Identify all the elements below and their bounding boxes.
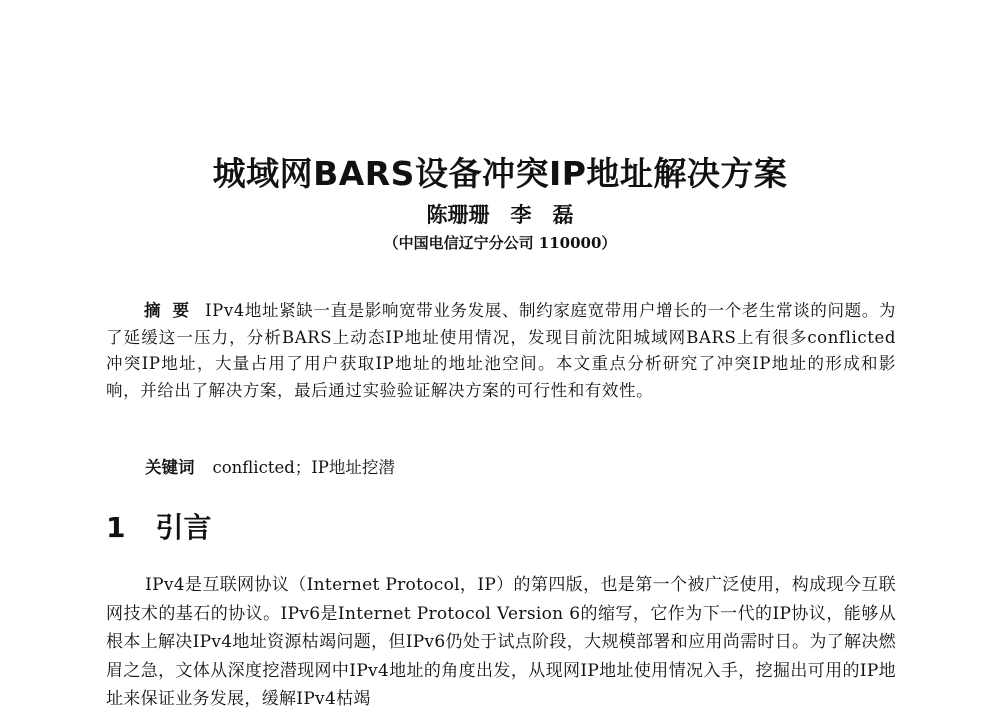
section-number: 1 (106, 511, 126, 544)
section-title: 引言 (155, 511, 212, 544)
keywords (145, 454, 395, 478)
abstract (106, 298, 896, 404)
paper-authors: 陈珊珊 李 磊 (426, 203, 574, 227)
section-heading (106, 506, 212, 546)
keywords-label: 关键词 (145, 458, 195, 477)
paper-affiliation: （中国电信辽宁分公司 110000） (383, 234, 617, 252)
paper-title: 城域网BARS设备冲突IP地址解决方案 (212, 154, 788, 193)
abstract-text: IPv4地址紧缺一直是影响宽带业务发展、制约家庭宽带用户增长的一个老生常谈的问题。为了延缓这一压力，分析BARS上动态IP地址使用情况，发现目前沈阳城域网BARS上有很多conflicted 冲突IP地址，大量占用了用户获取IP地址的地址池空间。本文重点分析研究了冲突IP地址的形成和影响，并给出了解决方案，最后通过实验验证解决方案的可行性和有效性。 (106, 301, 897, 400)
intro-paragraph: IPv4是互联网协议（Internet Protocol，IP）的第四版，也是第一个被广泛使用，构成现今互联网技术的基石的协议。IPv6是Internet Protocol Version 6的缩写，它作为下一代的IP协议，能够从根本上解决IPv4地址资源枯竭问题，但IPv6仍处于试点阶段，大规模部署和应用尚需时日。为了解决燃眉之急，文体从深度挖潜现网中IPv4地址的角度出发，从现网IP地址使用情况入手，挖掘出可用的IP地址来保证业务发展，缓解IPv4枯竭 (106, 575, 896, 709)
keywords-text: conflicted；IP地址挖潜 (212, 458, 395, 477)
abstract-label: 摘要 (143, 301, 202, 320)
